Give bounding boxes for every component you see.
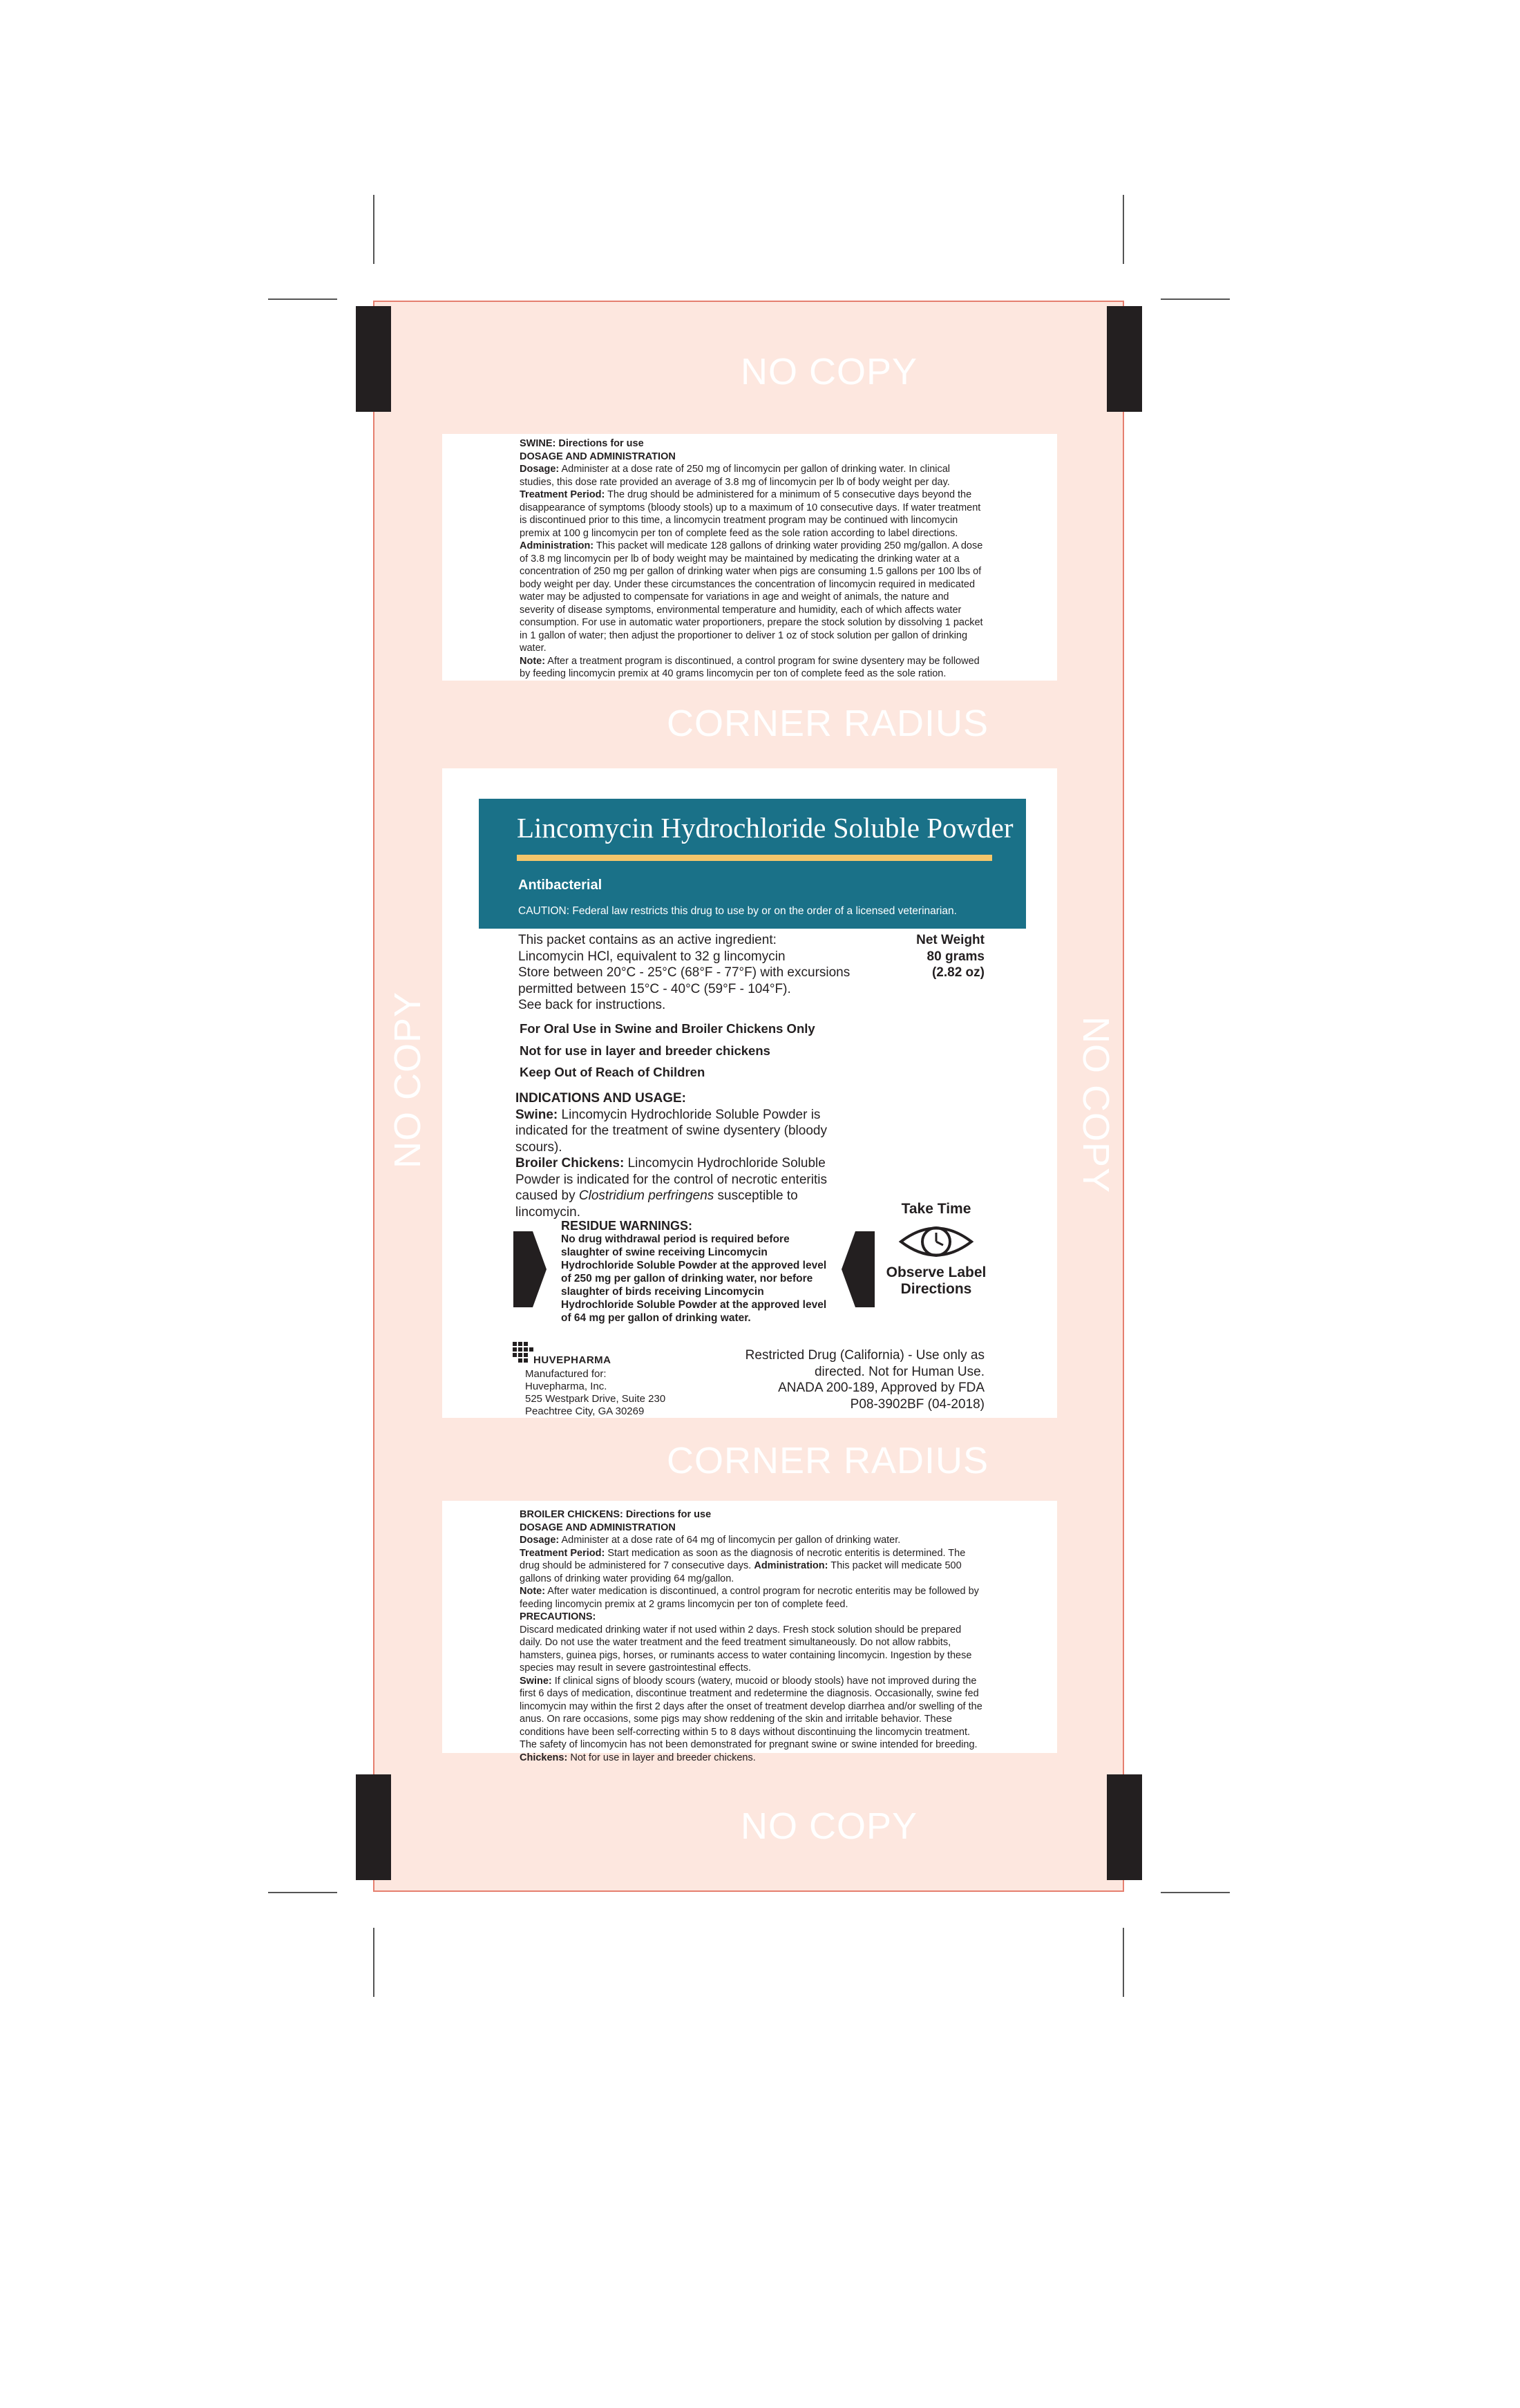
precautions-label: PRECAUTIONS:	[520, 1611, 596, 1622]
broiler-subheading: DOSAGE AND ADMINISTRATION	[520, 1521, 676, 1533]
broiler-indication-end: susceptible to lincomycin.	[515, 1188, 798, 1220]
directions-text: Directions	[900, 1281, 972, 1297]
note-label: Note:	[520, 655, 546, 667]
residue-text: No drug withdrawal period is required before slaughter of swine receiving Lincomycin Hydrochloride Soluble Powder at the approved level of 250 mg per gallon of drinking water, nor before slaughter of birds receiving Lincomycin Hydrochloride Soluble Powder at the approved level of 64 mg per gallon of drinking water.	[561, 1233, 827, 1324]
crop-mark	[268, 1892, 337, 1893]
crop-mark	[1161, 298, 1230, 300]
right-arrow-icon	[842, 1217, 875, 1321]
registration-bar	[356, 1774, 391, 1880]
restricted-line: directed. Not for Human Use.	[814, 1364, 985, 1379]
precautions-text: Discard medicated drinking water if not used within 2 days. Fresh stock solution should be prepared daily. Do not use the water treatment and the feed treatment simultaneously. Do not allow rabbits, hamsters, guinea pigs, horses, or ruminants access to water containing lincomycin. Ingestion by these species may result in severe gastrointestinal effects.	[520, 1624, 972, 1674]
broiler-dosage-label: Dosage:	[520, 1535, 560, 1546]
broiler-directions-panel	[442, 1501, 1057, 1763]
registration-bar	[356, 306, 391, 412]
manufacturer-line: Peachtree City, GA 30269	[525, 1405, 645, 1417]
crop-mark	[373, 195, 374, 264]
watermark-no-copy: NO COPY	[741, 1805, 918, 1847]
watermark-corner-radius: CORNER RADIUS	[667, 1440, 989, 1481]
net-weight-ounces: (2.82 oz)	[931, 965, 985, 980]
administration-text: This packet will medicate 128 gallons of drinking water providing 250 mg/gallon. A dose of 3.8 mg lincomycin per lb of body weight may be maintained by medicating the drinking water at a concentration of 250 mg per gallon of drinking water when pigs are consuming 1.5 gallons per 100 lbs of body weight per day. Under these circumstances the concentration of lincomycin required in medicated water may be adjusted to compensate for variations in age and weight of animals, the nature and severity of disease symptoms, environmental temperature and humidity, each of which affects water consumption. For use in automatic water proportioners, prepare the stock solution by dissolving 1 packet in 1 gallon of water; then adjust the proportioner to deliver 1 oz of stock solution per gallon of drinking water.	[520, 540, 983, 654]
ingredient-line: permitted between 15°C - 40°C (59°F - 104°F).	[518, 981, 791, 996]
title-banner	[479, 799, 1026, 929]
swine-directions-panel	[442, 434, 1057, 681]
ingredient-block	[518, 932, 891, 1014]
dosage-label: Dosage:	[520, 464, 560, 475]
broiler-treatment-label: Treatment Period:	[520, 1547, 605, 1559]
broiler-administration-text: This packet will medicate 500 gallons of drinking water providing 64 mg/gallon.	[520, 1560, 962, 1584]
crop-mark	[1161, 1892, 1230, 1893]
watermark-no-copy-left: NO COPY	[387, 991, 428, 1168]
chickens-label: Chickens:	[520, 1752, 568, 1763]
residue-heading: RESIDUE WARNINGS:	[561, 1219, 693, 1233]
take-time-badge	[884, 1201, 988, 1298]
indications-block	[515, 1090, 851, 1220]
net-weight-grams: 80 grams	[927, 949, 985, 964]
administration-label: Administration:	[520, 540, 594, 551]
product-title: Lincomycin Hydrochloride Soluble Powder	[517, 812, 1014, 844]
crop-mark	[373, 1928, 374, 1997]
brand-name: HUVEPHARMA	[533, 1354, 611, 1366]
crop-mark	[1123, 195, 1124, 264]
note-text: After a treatment program is discontinued, a control program for swine dysentery may be followed by feeding lincomycin premix at 40 grams lincomycin per ton of complete feed as the sole ration.	[520, 655, 980, 679]
swine-label: Swine:	[515, 1107, 558, 1122]
product-subtitle: Antibacterial	[518, 878, 602, 893]
treatment-text: The drug should be administered for a minimum of 5 consecutive days beyond the disappearance of symptoms (bloody stools) up to a maximum of 10 consecutive days. If water treatment is discontinued prior to this time, a lincomycin treatment program may be continued with lincomycin premix at 100 g lincomycin per ton of complete feed as the sole ration according to label directions.	[520, 489, 981, 539]
eye-clock-icon	[898, 1220, 974, 1263]
broiler-treatment-text: Start medication as soon as the diagnosis of necrotic enteritis is determined. The drug should be administered for 7 consecutive days.	[520, 1547, 966, 1571]
gold-rule	[517, 855, 992, 861]
dosage-text: Administer at a dose rate of 250 mg of lincomycin per gallon of drinking water. In clinical studies, this dose rate provided an average of 3.8 mg of lincomycin per lb of body weight per day.	[520, 464, 951, 488]
keep-out-of-reach: Keep Out of Reach of Children	[520, 1065, 705, 1079]
watermark-no-copy: NO COPY	[741, 351, 918, 392]
chickens-text: Not for use in layer and breeder chickens.	[570, 1752, 756, 1763]
caution-statement: CAUTION: Federal law restricts this drug to use by or on the order of a licensed veterinarian.	[518, 905, 957, 917]
precautions-swine-label: Swine:	[520, 1675, 552, 1687]
watermark-corner-radius: CORNER RADIUS	[667, 703, 989, 744]
broiler-indication: Lincomycin Hydrochloride Soluble Powder is indicated for the control of necrotic enteritis caused by	[515, 1156, 827, 1203]
crop-mark	[268, 298, 337, 300]
restricted-line: Restricted Drug (California) - Use only as	[745, 1348, 985, 1363]
left-arrow-icon	[513, 1217, 547, 1321]
broiler-note-label: Note:	[520, 1586, 546, 1597]
broiler-dosage-text: Administer at a dose rate of 64 mg of lincomycin per gallon of drinking water.	[561, 1535, 901, 1546]
registration-bar	[1107, 1774, 1142, 1880]
net-weight-block	[898, 932, 985, 981]
ingredient-line: This packet contains as an active ingredient:	[518, 933, 777, 947]
restricted-line: P08-3902BF (04-2018)	[850, 1396, 985, 1412]
huvepharma-logo-icon	[511, 1340, 535, 1364]
broiler-administration-label: Administration:	[754, 1560, 828, 1571]
restricted-drug-block	[705, 1347, 985, 1412]
broiler-label: Broiler Chickens:	[515, 1156, 625, 1170]
registration-bar	[1107, 306, 1142, 412]
broiler-heading: BROILER CHICKENS: Directions for use	[520, 1509, 712, 1520]
treatment-label: Treatment Period:	[520, 489, 605, 500]
manufacturer-line: Manufactured for:	[525, 1368, 607, 1380]
manufacturer-line: Huvepharma, Inc.	[525, 1381, 607, 1392]
manufacturer-line: 525 Westpark Drive, Suite 230	[525, 1393, 666, 1405]
indications-heading: INDICATIONS AND USAGE:	[515, 1091, 686, 1106]
crop-mark	[1123, 1928, 1124, 1997]
take-time-label: Take Time	[901, 1201, 971, 1217]
ingredient-line: Store between 20°C - 25°C (68°F - 77°F) with excursions	[518, 965, 851, 980]
ingredient-line: See back for instructions.	[518, 998, 666, 1012]
precautions-swine-text: If clinical signs of bloody scours (watery, mucoid or bloody stools) have not improved during the first 6 days of medication, discontinue treatment and redetermine the diagnosis. Occasionally, swine fed lincomycin may within the first 2 days after the onset of treatment develop diarrhea and/or swelling of the anus. On rare occasions, some pigs may show reddening of the skin and irritable behavior. These conditions have been self-correcting within 5 to 8 days without discontinuing the lincomycin treatment. The safety of lincomycin has not been demonstrated for pregnant swine or swine intended for breeding.	[520, 1675, 982, 1750]
swine-heading: SWINE: Directions for use	[520, 438, 644, 449]
manufacturer-address	[525, 1368, 665, 1418]
oral-use-statement: For Oral Use in Swine and Broiler Chickens Only	[520, 1021, 815, 1036]
organism-name: Clostridium perfringens	[578, 1188, 714, 1203]
swine-subheading: DOSAGE AND ADMINISTRATION	[520, 451, 676, 462]
ingredient-line: Lincomycin HCl, equivalent to 32 g lincomycin	[518, 949, 786, 964]
watermark-no-copy-right: NO COPY	[1075, 1016, 1117, 1194]
swine-indication: Lincomycin Hydrochloride Soluble Powder is indicated for the treatment of swine dysentery (bloody scours).	[515, 1107, 827, 1155]
residue-warnings	[561, 1220, 834, 1325]
broiler-note-text: After water medication is discontinued, a control program for necrotic enteritis may be followed by feeding lincomycin premix at 2 grams lincomycin per ton of complete feed.	[520, 1586, 979, 1610]
observe-label-text: Observe Label	[886, 1264, 987, 1280]
net-weight-label: Net Weight	[916, 933, 985, 947]
layer-breeder-warning: Not for use in layer and breeder chickens	[520, 1043, 770, 1058]
restricted-line: ANADA 200-189, Approved by FDA	[778, 1381, 985, 1395]
